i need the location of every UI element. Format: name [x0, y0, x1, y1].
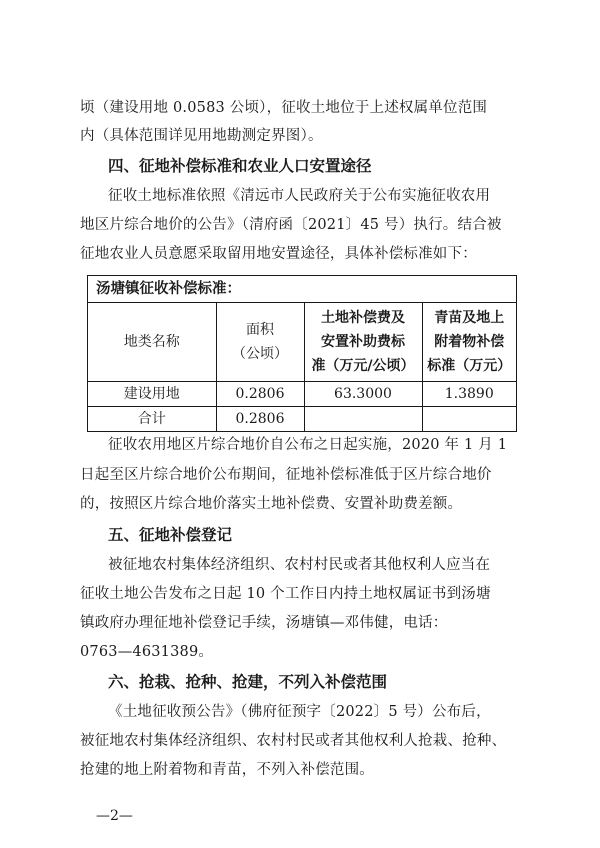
paragraph-line: 日起至区片综合地价公布期间，征地补偿标准低于区片综合地价 — [80, 467, 492, 483]
cell-land-type: 合计 — [88, 407, 216, 432]
header-area: 面积 （公顷） — [216, 303, 304, 382]
paragraph-line: 的，按照区片综合地价落实土地补偿费、安置补助费差额。 — [80, 496, 463, 512]
header-land-compensation: 土地补偿费及 安置补助费标 准（万元/公顷） — [304, 303, 422, 382]
paragraph-line: 内（具体范围详见用地勘测定界图）。 — [80, 128, 323, 144]
cell-land-type: 建设用地 — [88, 382, 216, 407]
paragraph-line: 0763—4631389。 — [80, 644, 214, 660]
paragraph-line: 镇政府办理征地补偿登记手续，汤塘镇—邓伟健，电话： — [80, 615, 448, 631]
paragraph-line: 征收土地公告发布之日起 10 个工作日内持土地权属证书到汤塘 — [80, 586, 491, 602]
header-land-type: 地类名称 — [88, 303, 216, 382]
section-heading-5: 五、征地补偿登记 — [108, 526, 233, 544]
paragraph-line: 被征地农村集体经济组织、农村村民或者其他权利人应当在 — [108, 557, 491, 573]
table-header-row — [88, 303, 516, 382]
cell-crop-compensation — [422, 407, 516, 432]
paragraph-line: 《土地征收预公告》（佛府征预字〔2022〕5 号）公布后， — [108, 704, 491, 720]
table-row-total — [88, 407, 516, 432]
paragraph-line: 顷（建设用地 0.0583 公顷），征收土地位于上述权属单位范围 — [80, 100, 488, 116]
section-heading-4: 四、征地补偿标准和农业人口安置途径 — [108, 157, 372, 175]
table-title: 汤塘镇征收补偿标准： — [88, 276, 516, 303]
paragraph-line: 征收农用地区片综合地价自公布之日起实施，2020 年 1 月 1 — [108, 437, 508, 453]
paragraph-line: 地区片综合地价的公告》（清府函〔2021〕45 号）执行。结合被 — [80, 217, 502, 233]
cell-land-compensation: 63.3000 — [304, 382, 422, 407]
paragraph-line: 征收土地标准依照《清远市人民政府关于公布实施征收农用 — [108, 188, 491, 204]
header-crop-compensation: 青苗及地上 附着物补偿 标准（万元） — [422, 303, 516, 382]
compensation-table — [87, 275, 517, 432]
cell-area: 0.2806 — [216, 407, 304, 432]
section-heading-6: 六、抢栽、抢种、抢建，不列入补偿范围 — [108, 673, 388, 691]
page-number: —2— — [96, 808, 133, 824]
paragraph-line: 抢建的地上附着物和青苗，不列入补偿范围。 — [80, 762, 374, 778]
paragraph-line: 被征地农村集体经济组织、农村村民或者其他权利人抢栽、抢种、 — [80, 733, 507, 749]
cell-land-compensation — [304, 407, 422, 432]
cell-crop-compensation: 1.3890 — [422, 382, 516, 407]
table-row — [88, 382, 516, 407]
cell-area: 0.2806 — [216, 382, 304, 407]
paragraph-line: 征地农业人员意愿采取留用地安置途径，具体补偿标准如下： — [80, 246, 477, 262]
